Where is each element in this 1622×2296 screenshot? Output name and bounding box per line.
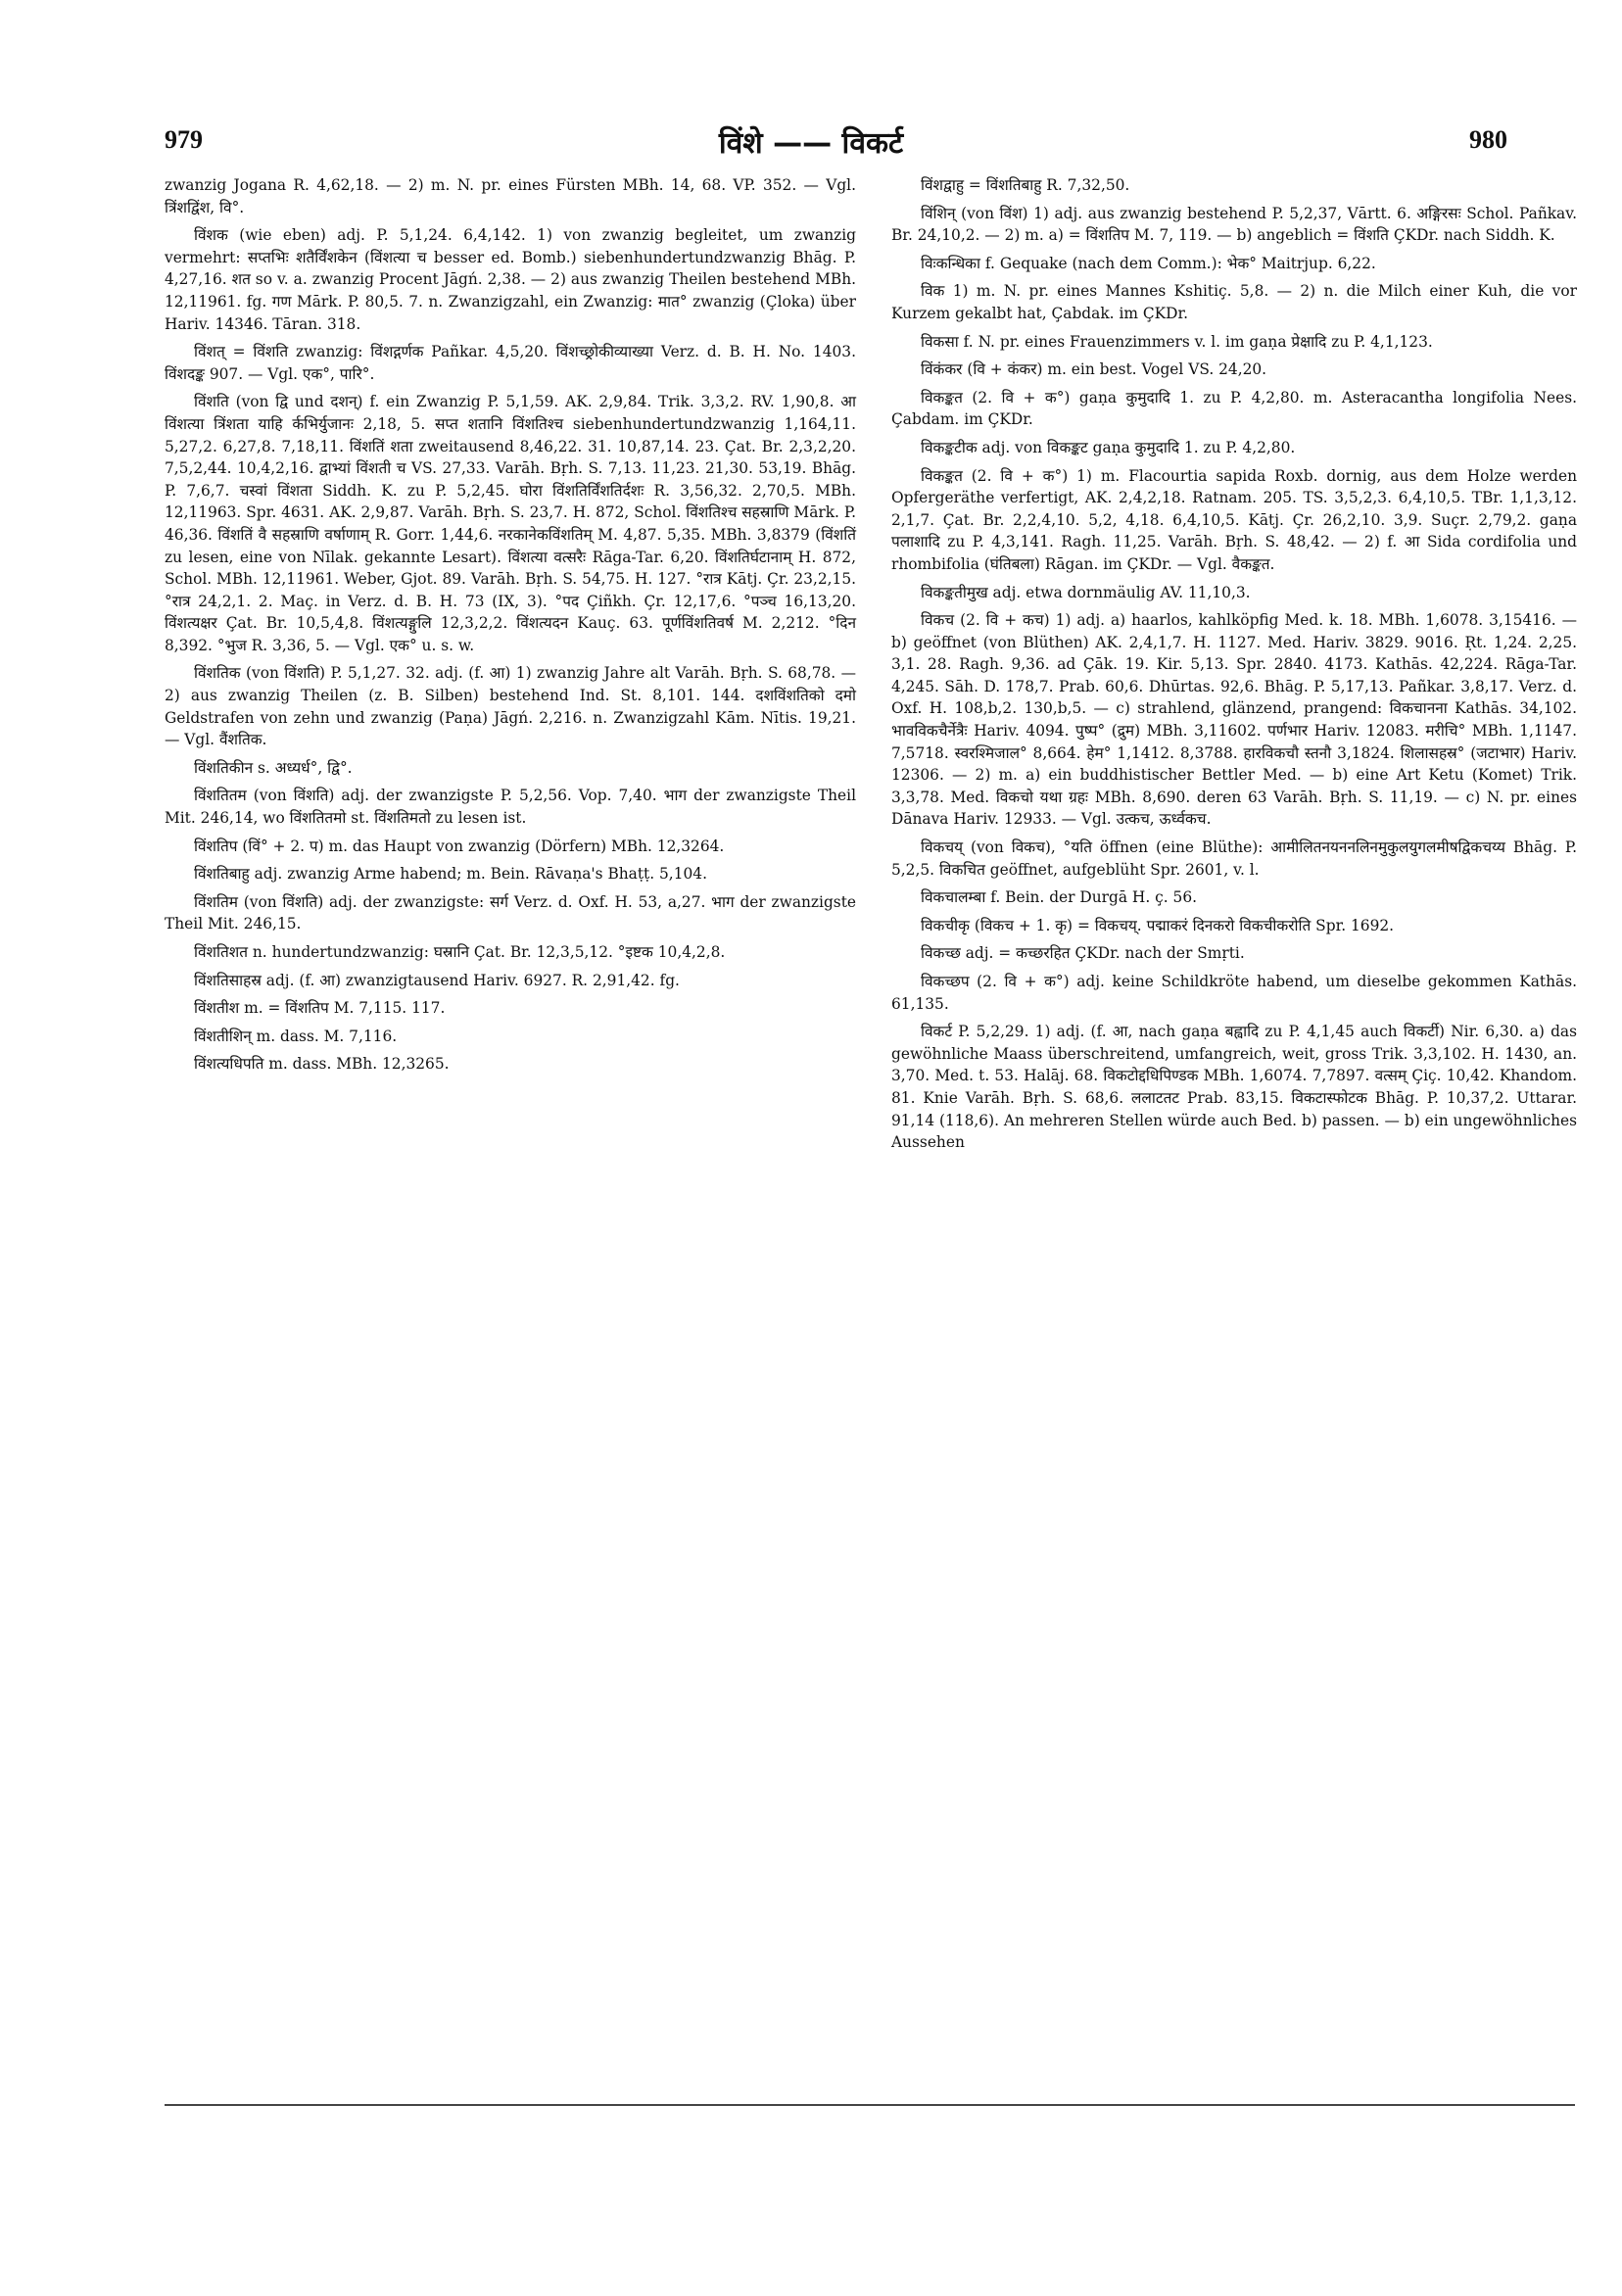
dictionary-entry: विकचीकृ (विकच + 1. कृ) = विकचय्. पद्माकरं दिनकरो विकचीकरोति Spr. 1692. <box>921 916 1395 934</box>
dictionary-entry: विक 1) m. N. pr. eines Mannes Kshitiç. 5,8. — 2) n. die Milch einer Kuh, die vor Kurzem gekalbt hat, Çabdak. im ÇKDr. <box>891 282 1577 322</box>
dictionary-entry: विंशक (wie eben) adj. P. 5,1,24. 6,4,142. 1) von zwanzig begleitet, um zwanzig vermehrt: सप्तभिः शतैर्विंशकेन (विंशत्या च besser ed. Bomb.) siebenhundertundzwanzig Bhāg. P. 4,27,16. शत so v. a. zwanzig Procent Jāgń. 2,38. — 2) aus zwanzig Theilen bestehend MBh. 12,11961. fg. गण Mārk. P. 80,5. 7. n. Zwanzigzahl, ein Zwanzig: मात° zwanzig (Çloka) über Hariv. 14346. Tāran. 318. <box>165 226 856 333</box>
right-column <box>891 174 1577 1160</box>
dictionary-entry: विंशतिम (von विंशति) adj. der zwanzigste: सर्ग Verz. d. Oxf. H. 53, a,27. भाग der zwanzigste Theil Mit. 246,15. <box>165 892 856 933</box>
dictionary-entry: विकच्छप (2. वि + क°) adj. keine Schildkröte habend, um dieselbe gekommen Kathās. 61,135. <box>891 973 1577 1013</box>
dictionary-entry: विंशत्यधिपति m. dass. MBh. 12,3265. <box>194 1055 450 1074</box>
dictionary-entry: विंशत् = विंशति zwanzig: विंशद्गर्णक Pañkar. 4,5,20. विंशच्छ्रोकीव्याख्या Verz. d. B. H. No. 1403. विंशदङ्क 907. — Vgl. एक°, पारि°. <box>165 343 856 383</box>
dictionary-entry: विकङ्कत (2. वि + क°) 1) m. Flacourtia sapida Roxb. dornig, aus dem Holze werden Opfergeräthe verfertigt, AK. 2,4,2,18. Ratnam. 205. TS. 3,5,2,3. 6,4,10,5. TBr. 1,1,3,12. 2,1,7. Çat. Br. 2,2,4,10. 5,2, 4,18. 6,4,10,5. Kātj. Çr. 26,2,10. 3,9. Suçr. 2,79,2. gaṇa पलाशादि zu P. 4,3,141. Ragh. 11,25. Varāh. Bṛh. S. 48,42. — 2) f. आ Sida cordifolia und rhombifolia (घंतिबला) Rāgan. im ÇKDr. — Vgl. वैकङ्कत. <box>891 466 1577 573</box>
dictionary-entry: विकङ्कत (2. वि + क°) gaṇa कुमुदादि 1. zu P. 4,2,80. m. Asteracantha longifolia Nees. Çabdam. im ÇKDr. <box>891 388 1577 429</box>
dictionary-entry: विकच्छ adj. = कच्छरहित ÇKDr. nach der Smṛti. <box>921 944 1245 963</box>
dictionary-entry: विकर्ट P. 5,2,29. 1) adj. (f. आ, nach gaṇa बह्वादि zu P. 4,1,45 auch विकर्टी) Nir. 6,30. a) das gewöhnliche Maass überschreitend, umfangreich, weit, gross Trik. 3,3,102. H. 1430, an. 3,70. Med. t. 53. Halāj. 68. विकटोद्दधिपिण्डक MBh. 1,6074. 7,7897. वत्सम् Çiç. 10,42. Khandom. 81. Knie Varāh. Bṛh. S. 68,6. ललाटतट Prab. 83,15. विकटास्फोटक Bhāg. P. 10,37,2. Uttarar. 91,14 (118,6). An mehreren Stellen würde auch Bed. b) passen. — b) ein ungewöhnliches Aussehen <box>891 1023 1577 1152</box>
dictionary-entry: विकसा f. N. pr. eines Frauenzimmers v. l. im gaṇa प्रेक्षादि zu P. 4,1,123. <box>921 332 1433 351</box>
dictionary-entry: विंशद्वाहु = विंशतिबाहु R. 7,32,50. <box>921 176 1130 194</box>
dictionary-entry: विकङ्कटीक adj. von विकङ्कट gaṇa कुमुदादि 1. zu P. 4,2,80. <box>921 438 1296 456</box>
page-number-right: 980 <box>1469 125 1507 154</box>
dictionary-entry: विंशतीशिन् m. dass. M. 7,116. <box>194 1027 398 1045</box>
dictionary-entry: विकङ्कतीमुख adj. etwa dornmäulig AV. 11,10,3. <box>921 583 1251 601</box>
dictionary-entry: विंशतितम (von विंशति) adj. der zwanzigste P. 5,2,56. Vop. 7,40. भाग der zwanzigste Theil Mit. 246,14, wo विंशतितमो st. विंशतिमतो zu lesen ist. <box>165 787 856 828</box>
running-head: विंशे —— विकर्ट <box>718 126 904 161</box>
dictionary-entry: विंशतिसाहस्र adj. (f. आ) zwanzigtausend Hariv. 6927. R. 2,91,42. fg. <box>194 971 680 989</box>
dictionary-entry: विकच (2. वि + कच) 1) adj. a) haarlos, kahlköpfig Med. k. 18. MBh. 1,6078. 3,15416. — b) geöffnet (von Blüthen) AK. 2,4,1,7. H. 1127. Med. Hariv. 3829. 9016. Ṛt. 1,24. 2,25. 3,1. 28. Ragh. 9,36. ad Çāk. 19. Kir. 5,13. Spr. 2840. 4173. Kathās. 42,224. Rāga-Tar. 4,245. Sāh. D. 178,7. Prab. 60,6. Dhūrtas. 92,6. Bhāg. P. 5,17,13. Pañkar. 3,8,17. Verz. d. Oxf. H. 108,b,2. 130,b,5. — c) strahlend, glänzend, prangend: विकचानना Kathās. 34,102. भावविकचैर्नेत्रैः Hariv. 4094. पुष्प° (द्रुम) MBh. 3,11602. पर्णभार Hariv. 12083. मरीचि° MBh. 1,1147. 7,5718. स्वरश्मिजाल° 8,664. हेम° 1,1412. 8,3788. हारविकचौ स्तनौ 3,1824. शिलासहस्र° (जटाभार) Hariv. 12306. — 2) m. a) ein buddhistischer Bettler Med. — b) eine Art Ketu (Komet) Trik. 3,3,78. Med. विकचो यथा ग्रहः MBh. 8,690. deren 63 Varāh. Bṛh. S. 11,19. — c) N. pr. eines Dānava Hariv. 12933. — Vgl. उत्कच, ऊर्ध्वकच. <box>891 611 1577 829</box>
dictionary-entry: विंशिन् (von विंश) 1) adj. aus zwanzig bestehend P. 5,2,37, Vārtt. 6. अङ्गिरसः Schol. Pañkav. Br. 24,10,2. — 2) m. a) = विंशतिप M. 7, 119. — b) angeblich = विंशति ÇKDr. nach Siddh. K. <box>891 204 1577 245</box>
dictionary-entry: विंशतिक (von विंशति) P. 5,1,27. 32. adj. (f. आ) 1) zwanzig Jahre alt Varāh. Bṛh. S. 68,78. — 2) aus zwanzig Theilen (z. B. Silben) bestehend Ind. St. 8,101. 144. दशविंशतिको दमो Geldstrafen von zehn und zwanzig (Paṇa) Jāgń. 2,216. n. Zwanzigzahl Kām. Nītis. 19,21. — Vgl. वैंशतिक. <box>165 664 856 749</box>
dictionary-entry: विंशति (von द्वि und दशन्) f. ein Zwanzig P. 5,1,59. AK. 2,9,84. Trik. 3,3,2. RV. 1,90,8. आ विंशत्या त्रिंशता याहि र्कभिर्युजानः 2,18, 5. सप्त शतानि विंशतिश्च siebenhundertundzwanzig 1,164,11. 5,27,2. 6,27,8. 7,18,11. विंशतिं शता zweitausend 8,46,22. 31. 10,87,14. 23. Çat. Br. 2,3,2,20. 7,5,2,44. 10,4,2,16. द्वाभ्यां विंशती च VS. 27,33. Varāh. Bṛh. S. 7,13. 11,23. 21,30. 53,19. Bhāg. P. 7,6,7. चस्वां विंशता Siddh. K. zu P. 5,2,45. घोरा विंशतिर्विंशतिर्दशः R. 3,56,32. 2,70,5. MBh. 12,11963. Spr. 4631. AK. 2,9,87. Varāh. Bṛh. S. 23,7. H. 872, Schol. विंशतिश्च सहस्राणि Mārk. P. 46,36. विंशतिं वै सहस्राणि वर्षाणाम् R. Gorr. 1,44,6. नरकानेकविंशतिम् M. 4,87. 5,35. MBh. 3,8379 (विंशतिं zu lesen, eine von Nīlak. gekannte Lesart). विंशत्या वत्सरैः Rāga-Tar. 6,20. विंशतिर्घटानाम् H. 872, Schol. MBh. 12,11961. Weber, Gjot. 89. Varāh. Bṛh. S. 54,75. H. 127. °रात्र Kātj. Çr. 23,2,15. °रात्र 24,2,1. 2. Maç. in Verz. d. B. H. 73 (IX, 3). °पद Çiñkh. Çr. 12,17,6. °पञ्च 16,13,20. विंशत्यक्षर Çat. Br. 10,5,4,8. विंशत्यङ्गुलि 12,3,2,2. विंशत्यदन Kauç. 63. पूर्णविंशतिवर्ष M. 2,212. °दिन 8,392. °भुज R. 3,36, 5. — Vgl. एक° u. s. w. <box>165 393 856 654</box>
dictionary-entry: विंशतिबाहु adj. zwanzig Arme habend; m. Bein. Rāvaṇa's Bhaṭṭ. 5,104. <box>194 865 707 884</box>
dictionary-entry: विंशतीश m. = विंशतिप M. 7,115. 117. <box>194 999 446 1018</box>
page-number-left: 979 <box>165 125 203 154</box>
dictionary-entry: विकचालम्बा f. Bein. der Durgā H. ç. 56. <box>921 888 1198 907</box>
dictionary-entry: विंकंकर (वि + कंकर) m. ein best. Vogel VS. 24,20. <box>921 360 1267 379</box>
dictionary-entry: zwanzig Jogana R. 4,62,18. — 2) m. N. pr. eines Fürsten MBh. 14, 68. VP. 352. — Vgl. त्रिंशद्विंश, वि°. <box>165 176 856 216</box>
footer-rule <box>165 2104 1575 2106</box>
left-column <box>165 174 856 1081</box>
dictionary-entry: विंशतिशत n. hundertundzwanzig: घस्रानि Çat. Br. 12,3,5,12. °इष्टक 10,4,2,8. <box>194 943 726 961</box>
dictionary-entry: विःकन्धिका f. Gequake (nach dem Comm.): भेक° Maitrjup. 6,22. <box>921 254 1376 272</box>
dictionary-entry: विकचय् (von विकच), °यति öffnen (eine Blüthe): आमीलितनयननलिनमुकुलयुगलमीषद्विकचय्य Bhāg. P. 5,2,5. विकचित geöffnet, aufgeblüht Spr. 2601, v. l. <box>891 838 1577 879</box>
dictionary-entry: विंशतिकीन s. अध्यर्ध°, द्वि°. <box>194 758 353 777</box>
dictionary-entry: विंशतिप (विं° + 2. प) m. das Haupt von zwanzig (Dörfern) MBh. 12,3264. <box>194 837 725 855</box>
